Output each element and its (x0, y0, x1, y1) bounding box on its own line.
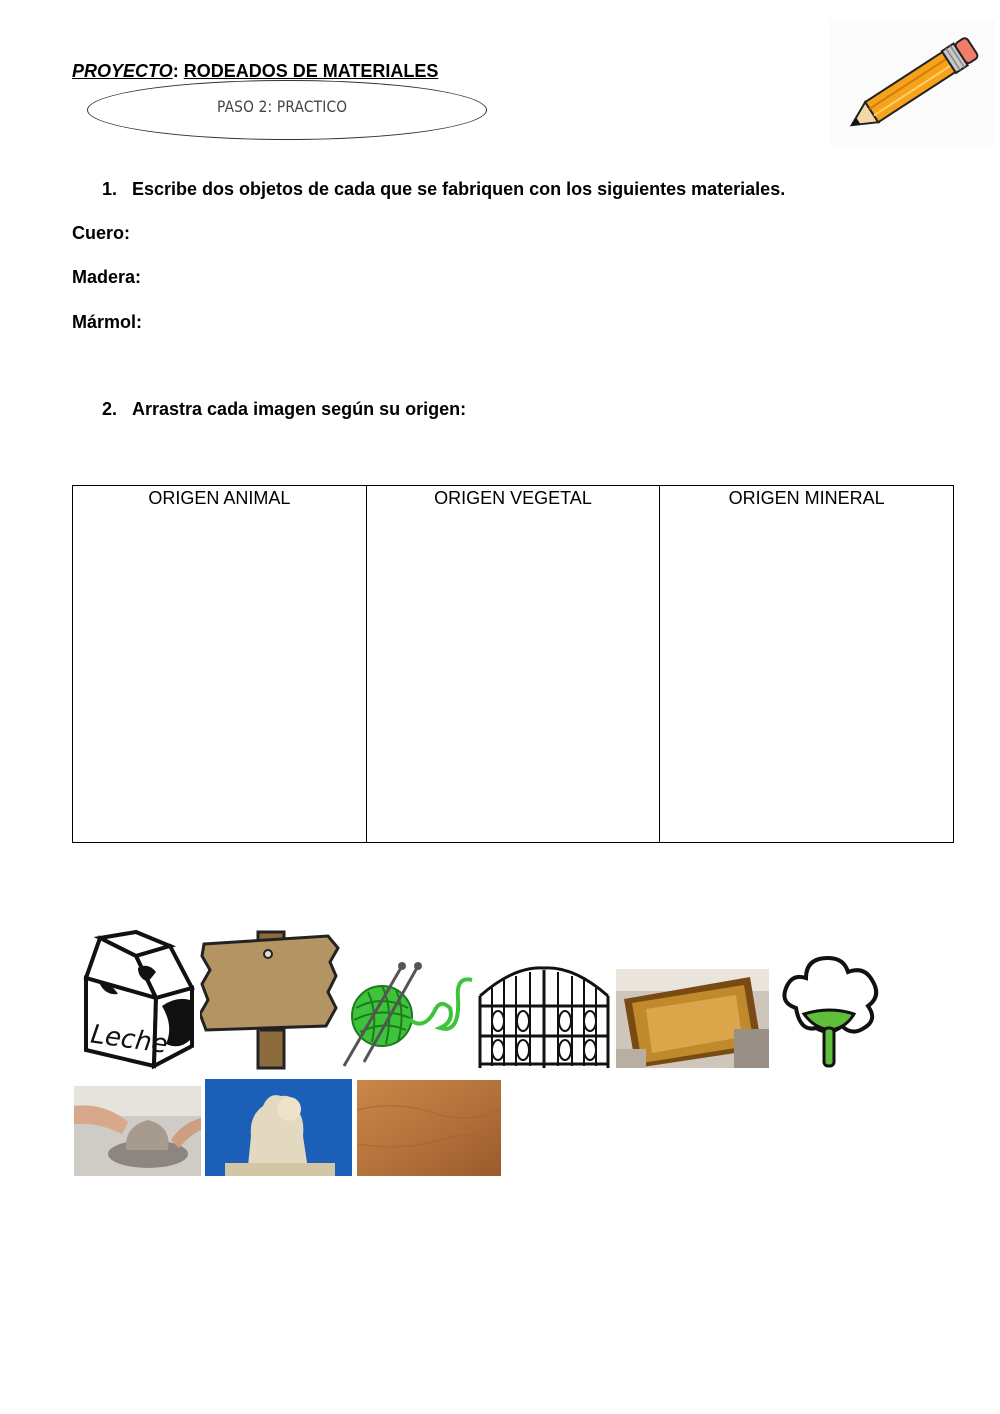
yarn-ball-image[interactable] (342, 958, 474, 1070)
origin-table (72, 485, 954, 843)
material-label-leather: Cuero: (72, 223, 130, 243)
step-label: PASO 2: PRACTICO (217, 97, 348, 116)
wooden-sign-image[interactable] (200, 930, 340, 1070)
pencil-icon (830, 20, 995, 145)
category-animal-label: ORIGEN ANIMAL (148, 488, 291, 508)
milk-carton-text: Leche (88, 1019, 170, 1060)
drop-zone-animal[interactable] (73, 486, 367, 843)
iron-gate-image[interactable] (476, 966, 612, 1070)
project-label: PROYECTO (72, 61, 173, 81)
question-1-number: 1. (102, 179, 118, 199)
leather-texture-image[interactable] (357, 1080, 501, 1176)
question-2-text: Arrastra cada imagen según su origen: (132, 399, 467, 419)
project-name: RODEADOS DE MATERIALES (183, 61, 439, 81)
question-1 (102, 179, 785, 200)
material-label-wood: Madera: (72, 267, 142, 287)
category-mineral-label: ORIGEN MINERAL (728, 488, 885, 508)
milk-carton-image[interactable] (78, 928, 196, 1070)
marble-statue-image[interactable] (205, 1079, 352, 1176)
drop-zone-mineral[interactable] (660, 486, 954, 843)
pottery-wheel-image[interactable] (74, 1086, 201, 1176)
question-2 (102, 399, 466, 420)
project-colon: : (172, 61, 179, 81)
cotton-flower-image[interactable] (776, 952, 888, 1070)
drop-zone-vegetal[interactable] (366, 486, 660, 843)
question-1-text: Escribe dos objetos de cada que se fabriquen con los siguientes materiales. (132, 179, 786, 199)
honeycomb-image[interactable] (616, 969, 769, 1068)
material-label-marble: Mármol: (72, 312, 143, 332)
question-2-number: 2. (102, 399, 118, 419)
project-title (72, 61, 438, 82)
category-vegetal-label: ORIGEN VEGETAL (434, 488, 592, 508)
